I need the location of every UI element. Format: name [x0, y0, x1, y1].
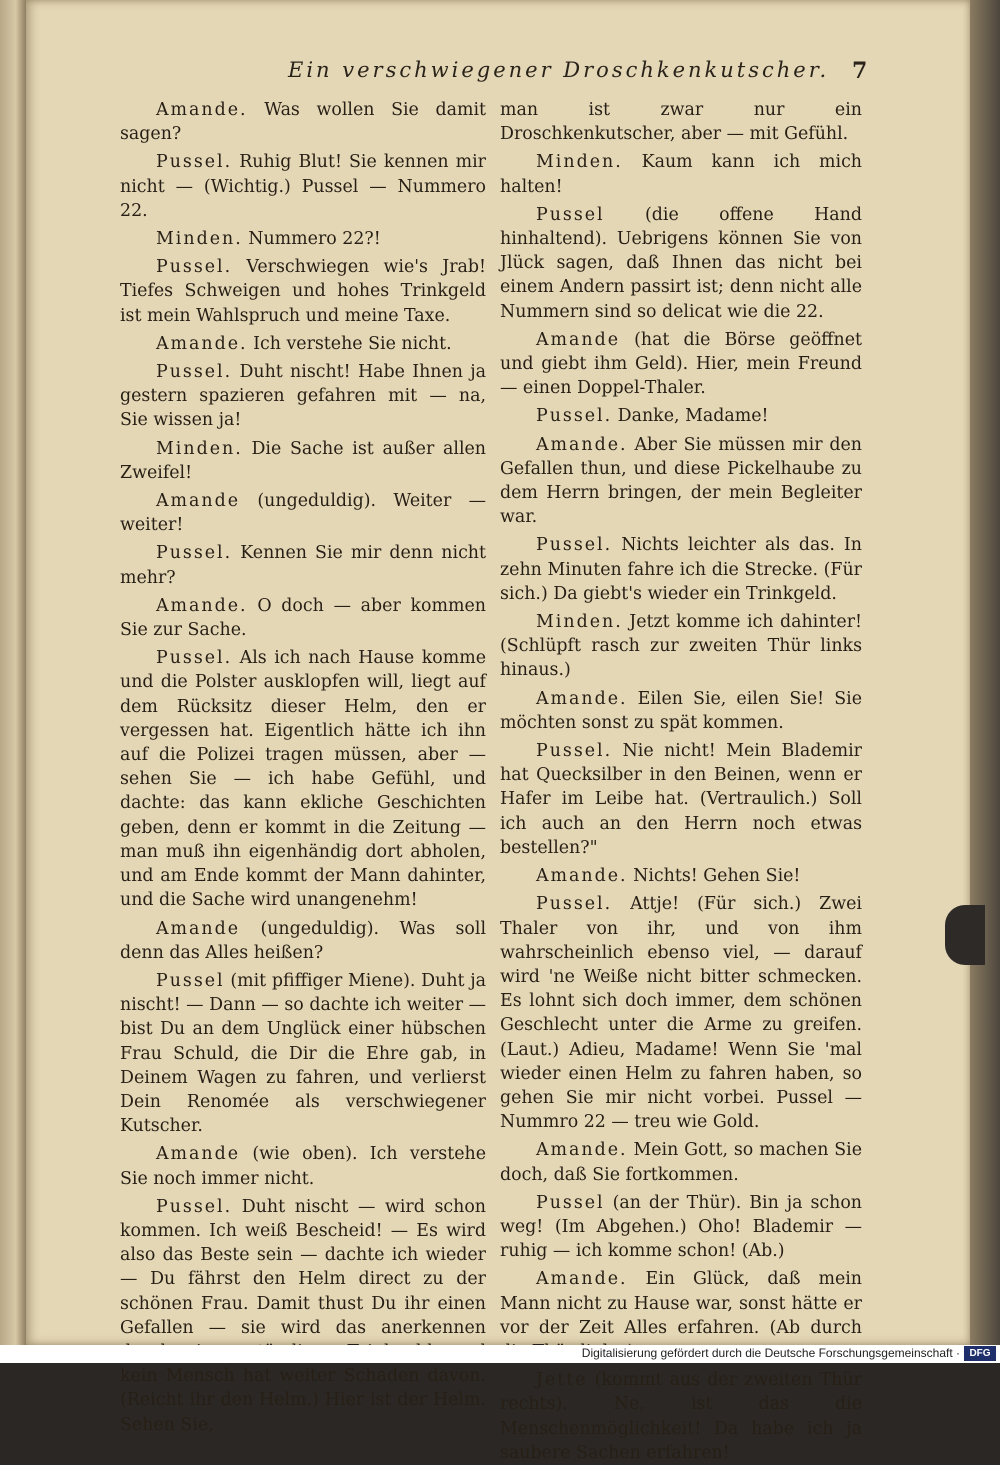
speaker-name: Minden. [156, 229, 243, 250]
dialogue-paragraph [500, 433, 862, 530]
dialogue-text: Kennen Sie mir denn nicht mehr? [120, 543, 486, 588]
dialogue-paragraph [500, 610, 862, 683]
dialogue-text: Was wollen Sie damit sagen? [120, 100, 486, 145]
speaker-name: Amande. [156, 595, 248, 616]
speaker-name: Amande [156, 491, 241, 512]
speaker-name: Amande [156, 918, 241, 939]
speaker-name: Pussel [536, 1192, 605, 1213]
running-title: Ein verschwiegener Droschkenkutscher. [288, 58, 830, 82]
dialogue-paragraph [500, 203, 862, 324]
dialogue-text: (hat die Börse geöffnet und giebt ihm Geld). Hier, mein Freund — einen Doppel-Thaler. [500, 329, 862, 399]
dialogue-paragraph [120, 1195, 486, 1437]
dialogue-text: Ich verstehe Sie nicht. [253, 333, 452, 354]
dialogue-text: Ein Glück, daß mein Mann nicht zu Hause war, sonst hätte er vor der Zeit Alles erfahren. (Ab durch [500, 1269, 862, 1338]
dialogue-text: (ungeduldig). Was soll denn das Alles heißen? [120, 918, 487, 963]
dialogue-paragraph [500, 150, 862, 198]
dialogue-paragraph [120, 1142, 486, 1190]
speaker-name: Pussel. [156, 543, 233, 564]
dialogue-paragraph [500, 533, 862, 606]
speaker-name: Minden. [156, 438, 243, 459]
dialogue-paragraph [500, 1191, 862, 1264]
dialogue-paragraph [500, 1368, 862, 1465]
dialogue-text: (kommt aus der zweiten Thür rechts). Ne, ist das die Menschenmöglichkeit! Da habe ich ja saubere Sachen erfahren! [500, 1370, 862, 1463]
dialogue-paragraph [500, 1138, 862, 1186]
speaker-name: Pussel. [536, 535, 613, 556]
speaker-name: Amande. [156, 100, 248, 120]
speaker-name: Amande. [536, 1269, 628, 1290]
dialogue-text: Eilen Sie, eilen Sie! Sie möchten sonst zu spät kommen. [500, 688, 862, 733]
page-number: 7 [852, 58, 868, 84]
dialogue-text: Die Sache ist außer allen Zweifel! [120, 438, 487, 483]
speaker-name: Pussel. [156, 1196, 233, 1217]
speaker-name: Minden. [536, 152, 623, 173]
speaker-name: Pussel. [156, 362, 233, 383]
dialogue-text: Danke, Madame! [617, 406, 769, 427]
dialogue-paragraph [120, 969, 486, 1138]
speaker-name: Amande. [536, 866, 628, 887]
footer-credit: Digitalisierung gefördert durch die Deutsche Forschungsgemeinschaft · [581, 1346, 960, 1360]
dialogue-text: Nummero 22?! [248, 229, 381, 250]
dialogue-paragraph [120, 332, 486, 356]
dialogue-text: Jetzt komme ich dahinter! (Schlüpft rasch zur zweiten Thür links hinaus.) [500, 612, 862, 681]
dialogue-text: Attje! (Für sich.) Zwei Thaler von ihr, und von ihm wahrscheinlich ebenso viel, — darauf wird 'ne Weiße nicht bitter schmecken. Es lohnt sich doch immer, dem schönen Geschlecht unter die Arme zu greifen. (Laut.) Adieu, Madame! Wenn Sie 'mal wieder einen Helm zu fahren haben, so gehen Sie mir nicht vorbei. Pussel — Nummro 22 — treu wie Gold. [500, 894, 862, 1133]
dialogue-text: Mein Gott, so machen Sie doch, daß Sie fortkommen. [500, 1140, 863, 1185]
dialogue-paragraph [120, 917, 486, 965]
dialogue-paragraph [500, 98, 862, 146]
dialogue-paragraph [500, 892, 862, 1134]
dialogue-text: Kaum kann ich mich halten! [500, 152, 863, 197]
speaker-name: Minden. [536, 612, 623, 633]
speaker-name: Amande. [536, 434, 628, 455]
dialogue-text: Nichts! Gehen Sie! [633, 866, 801, 887]
speaker-name: Amande [156, 1144, 241, 1165]
page-edge-shadow [970, 0, 1000, 1345]
speaker-name: Pussel. [156, 152, 233, 173]
dialogue-paragraph [120, 541, 486, 589]
speaker-name: Amande [536, 329, 621, 350]
dfg-logo: DFG [964, 1346, 996, 1361]
dialogue-paragraph [120, 255, 486, 328]
dialogue-text: (an der Thür). Bin ja schon weg! (Im Abgehen.) Oho! Blademir — ruhig — ich komme schon! (Ab.) [500, 1192, 863, 1262]
dialogue-text: Duht nischt! Habe Ihnen ja gestern spazieren gefahren mit — na, Sie wissen ja! [120, 362, 487, 431]
dialogue-text: O doch — aber kommen Sie zur Sache. [120, 595, 487, 641]
dialogue-paragraph [120, 646, 486, 912]
speaker-name: Amande. [536, 688, 628, 709]
page-tab-marker [945, 905, 985, 965]
speaker-name: Pussel. [156, 648, 233, 669]
speaker-name: Pussel. [536, 741, 613, 762]
speaker-name: Pussel. [536, 406, 613, 427]
dialogue-paragraph [120, 360, 486, 433]
dialogue-text: Nichts leichter als das. In zehn Minuten fahre ich die Strecke. (Für sich.) Da giebt's wieder ein Trinkgeld. [500, 535, 862, 604]
speaker-name: Amande. [536, 1140, 628, 1161]
dialogue-paragraph [500, 864, 862, 888]
dialogue-text: (ungeduldig). Weiter — weiter! [120, 491, 486, 536]
dialogue-text: man ist zwar nur ein Droschkenkutscher, aber — mit Gefühl. [500, 100, 862, 145]
dialogue-paragraph [120, 227, 486, 251]
dialogue-text: Verschwiegen wie's Jrab! Tiefes Schweigen und hohes Trinkgeld ist mein Wahlspruch und meine Taxe. [120, 257, 486, 326]
digitization-footer [0, 1345, 1000, 1363]
dialogue-text: (mit pfiffiger Miene). Duht ja nischt! — Dann — so dachte ich weiter — bist Du an dem Unglück einer hübschen Frau Schuld, die Dir die Ehre gab, in Deinem Wagen zu fahren, und verlierst Dein Renomée als verschwiegener Kutscher. [120, 970, 487, 1137]
dialogue-paragraph [500, 687, 862, 735]
dialogue-paragraph [120, 98, 486, 146]
speaker-name: Pussel [536, 204, 605, 225]
dialogue-paragraph [120, 150, 486, 223]
speaker-name: Amande. [156, 333, 248, 354]
dialogue-paragraph [120, 594, 486, 642]
dialogue-paragraph [120, 489, 486, 537]
speaker-name: Pussel. [156, 257, 233, 278]
dialogue-paragraph [120, 437, 486, 485]
dialogue-paragraph [500, 739, 862, 860]
speaker-name: Pussel. [536, 894, 613, 915]
dialogue-text: Aber Sie müssen mir den Gefallen thun, und diese Pickelhaube zu dem Herrn bringen, der mein Begleiter war. [500, 434, 863, 528]
dialogue-paragraph [500, 328, 862, 401]
dialogue-text: Als ich nach Hause komme und die Polster ausklopfen will, liegt auf dem Rücksitz dieser Helm, den er vergessen hat. Eigentlich hätte ich ihn auf die Polizei tragen müssen, aber — sehen Sie — ich habe Gefühl, und dachte: das kann ekliche Geschichten geben, denn er kommt in die Zeitung — man muß ihn eigenhändig dort abholen, und am Ende kommt der Mann dahinter, und die Sache wird unangenehm! [120, 648, 486, 911]
dialogue-text: (die offene Hand hinhaltend). Uebrigens können Sie von Jlück sagen, daß Ihnen das nicht bei einem Andern passirt ist; denn nicht alle Nummern sind so delicat wie die 22. [500, 204, 863, 322]
dialogue-text: (wie oben). Ich verstehe Sie noch immer nicht. [120, 1144, 487, 1189]
speaker-name: Jette [536, 1370, 588, 1391]
dialogue-paragraph [500, 404, 862, 428]
dialogue-text: Ruhig Blut! Sie kennen mir nicht — (Wichtig.) Pussel — Nummero 22. [120, 152, 486, 221]
left-text-column [120, 98, 487, 1435]
dialogue-text: Nie nicht! Mein Blademir hat Quecksilber in den Beinen, wenn er Hafer im Leibe hat. (Vertraulich.) Soll ich auch an den Herrn noch etwas bestellen?" [500, 741, 862, 858]
speaker-name: Pussel [156, 970, 225, 991]
dialogue-text: Duht nischt — wird schon kommen. Ich weiß Bescheid! — Es wird also das Beste sein — dachte ich wieder — Du fährst den Helm direct zu der schönen Frau. Damit thust Du ihr einen Gefallen — sie wird das anerkennen kein Mensch hat weiter Schaden davon. (Reicht ihr den Helm.) Hier ist der Helm. Sehen Sie, [120, 1196, 486, 1435]
facing-page-edge [0, 0, 26, 1345]
